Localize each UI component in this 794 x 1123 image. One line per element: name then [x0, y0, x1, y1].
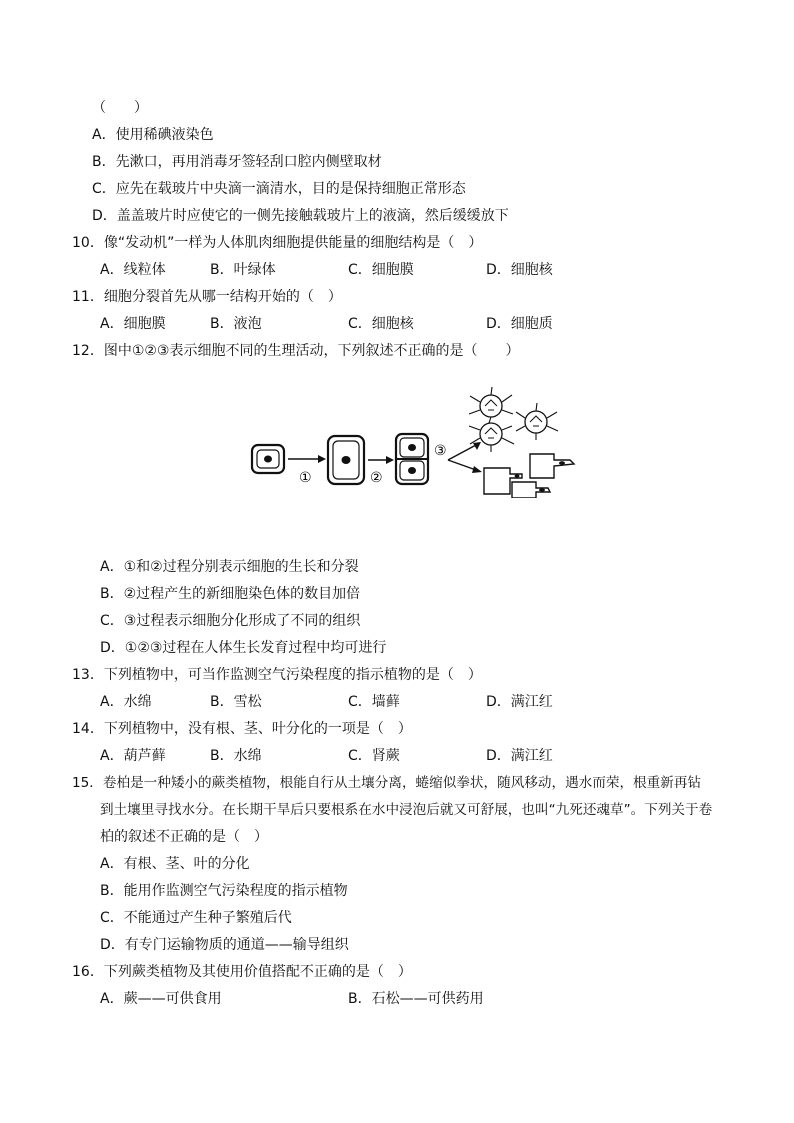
question-10-option-c: C．细胞膜 — [348, 262, 414, 278]
question-16-option-b: B．石松——可供药用 — [348, 991, 484, 1007]
question-13-option-b: B．雪松 — [210, 694, 262, 710]
question-10-option-d: D．细胞核 — [486, 262, 553, 278]
question-12-option-a: A．①和②过程分别表示细胞的生长和分裂 — [100, 559, 359, 575]
arrow-process-3 — [448, 442, 482, 473]
grown-cell-illustration — [328, 436, 364, 484]
step-1-label: ① — [299, 470, 312, 486]
question-13-option-a: A．水绵 — [100, 694, 152, 710]
arrow-process-1 — [288, 455, 326, 463]
question-12-option-d: D．①②③过程在人体生长发育过程中均可进行 — [100, 640, 387, 656]
question-14-option-b: B．水绵 — [210, 748, 262, 764]
question-12-option-b: B．②过程产生的新细胞染色体的数目加倍 — [100, 586, 361, 602]
nerve-cells-illustration — [469, 387, 558, 452]
question-14-option-c: C．肾蕨 — [348, 748, 400, 764]
question-9-option-b: B．先漱口，再用消毒牙签轻刮口腔内侧壁取材 — [92, 154, 382, 170]
question-16-option-a: A．蕨——可供食用 — [100, 991, 222, 1007]
step-2-label: ② — [370, 470, 383, 486]
tissue-cells-illustration — [484, 454, 574, 498]
question-15-option-d: D．有专门运输物质的通道——输导组织 — [100, 937, 349, 953]
question-15-option-a: A．有根、茎、叶的分化 — [100, 856, 250, 872]
cell-process-figure — [240, 378, 590, 498]
question-14-option-d: D．满江红 — [486, 748, 553, 764]
question-14-stem: 14．下列植物中，没有根、茎、叶分化的一项是（ ） — [72, 721, 412, 737]
question-15-stem-line-3: 柏的叙述不正确的是（ ） — [100, 829, 268, 845]
question-9-option-c: C．应先在载玻片中央滴一滴清水，目的是保持细胞正常形态 — [92, 181, 466, 197]
divided-cells-illustration — [396, 434, 428, 484]
question-9-option-d: D．盖盖玻片时应使它的一侧先接触载玻片上的液滴，然后缓缓放下 — [92, 208, 509, 224]
question-13-stem: 13．下列植物中，可当作监测空气污染程度的指示植物的是（ ） — [72, 667, 482, 683]
question-11-option-a: A．细胞膜 — [100, 316, 166, 332]
question-15-option-b: B．能用作监测空气污染程度的指示植物 — [100, 883, 348, 899]
question-10-stem: 10．像“发动机”一样为人体肌肉细胞提供能量的细胞结构是（ ） — [72, 235, 483, 251]
question-10-option-a: A．线粒体 — [100, 262, 166, 278]
question-9-option-a: A．使用稀碘液染色 — [92, 127, 214, 143]
question-16-stem: 16．下列蕨类植物及其使用价值搭配不正确的是（ ） — [72, 964, 412, 980]
arrow-process-2 — [368, 456, 394, 464]
step-3-label: ③ — [434, 443, 447, 459]
question-15-stem-line-2: 到土壤里寻找水分。在长期干旱后只要根系在水中浸泡后就又可舒展，也叫“九死还魂草”。下列关于卷 — [100, 802, 713, 818]
question-13-option-d: D．满江红 — [486, 694, 553, 710]
question-15-stem-line-1: 15．卷柏是一种矮小的蕨类植物，根能自行从土壤分离，蜷缩似拳状，随风移动，遇水而荣，根重新再钻 — [72, 775, 702, 791]
question-12-stem: 12．图中①②③表示细胞不同的生理活动，下列叙述不正确的是（ ） — [72, 343, 520, 359]
question-15-option-c: C．不能通过产生种子繁殖后代 — [100, 910, 292, 926]
question-11-option-d: D．细胞质 — [486, 316, 553, 332]
question-11-option-c: C．细胞核 — [348, 316, 414, 332]
question-11-option-b: B．液泡 — [210, 316, 262, 332]
question-14-option-a: A．葫芦藓 — [100, 748, 166, 764]
question-9-paren: （ ） — [92, 100, 148, 116]
question-12-option-c: C．③过程表示细胞分化形成了不同的组织 — [100, 613, 361, 629]
question-11-stem: 11．细胞分裂首先从哪一结构开始的（ ） — [72, 289, 342, 305]
question-10-option-b: B．叶绿体 — [210, 262, 276, 278]
question-13-option-c: C．墙藓 — [348, 694, 400, 710]
small-cell-illustration — [252, 445, 284, 473]
